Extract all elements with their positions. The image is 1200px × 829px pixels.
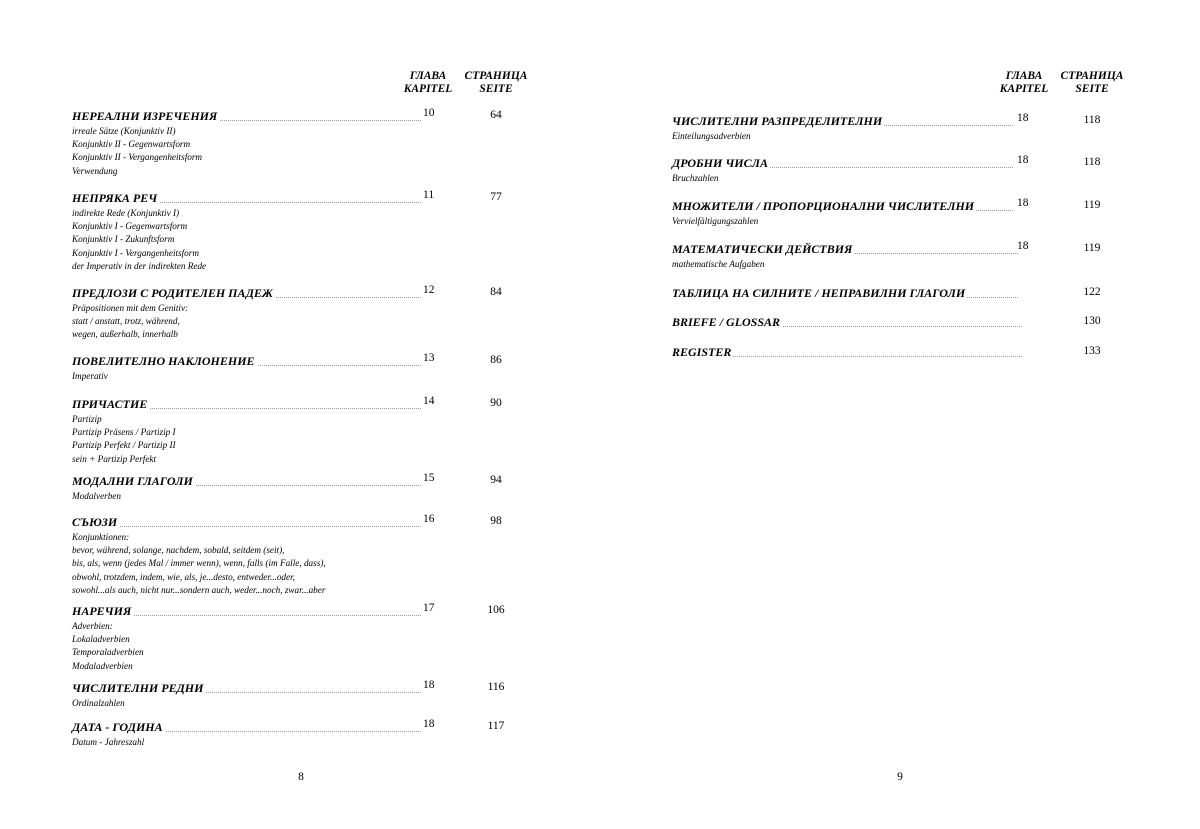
entry-subtopic: Präpositionen mit dem Genitiv: [72,303,189,313]
toc-entry-line [72,109,552,125]
entry-page-number: 133 [1083,345,1101,357]
entry-subtopic: Konjunktiv II - Vergangenheitsform [72,152,203,163]
entry-title: REGISTER [672,345,732,359]
toc-entry-line [72,397,552,413]
entry-subtopic: sein + Partizip Perfekt [72,453,157,464]
toc-entry-line [672,345,1152,361]
entry-chapter-number: 18 [1017,197,1029,209]
toc-entry-line [72,720,552,736]
toc-entry-line [672,242,1152,258]
entry-subtopic: Konjunktionen: [72,532,130,542]
entry-subtopic: bevor, während, solange, nachdem, sobald, seitdem (seit), [72,545,285,556]
toc-entry [672,114,1152,143]
page-column-header [458,70,534,96]
page-column-header [1054,70,1130,96]
entry-chapter-number: 18 [1017,240,1029,252]
entry-subtopic: Konjunktiv II - Gegenwartsform [72,139,191,150]
page-header-de: SEITE [479,83,513,95]
page-header-bg: СТРАНИЦА [1060,70,1124,82]
toc-entry [72,515,552,597]
toc-entry [72,681,552,710]
toc-entry-line [72,604,552,620]
entry-chapter-number: 17 [423,602,435,614]
entry-title: BRIEFE / GLOSSAR [672,315,781,329]
page-number-left: 8 [298,771,304,783]
dot-leader [72,526,421,527]
toc-entry-line [72,681,552,697]
toc-entry [672,315,1152,331]
entry-title: ПРИЧАСТИЕ [72,397,148,411]
chapter-header-de: KAPITEL [403,83,453,95]
entry-subtopic: obwohl, trotzdem, indem, wie, als, je...desto, entweder...oder, [72,571,295,582]
entry-page-number: 119 [1083,242,1101,254]
toc-entry-line [672,156,1152,172]
entry-title: МНОЖИТЕЛИ / ПРОПОРЦИОНАЛНИ ЧИСЛИТЕЛНИ [672,199,975,213]
entry-page-number: 84 [490,286,502,298]
entry-title: ЧИСЛИТЕЛНИ РАЗПРЕДЕЛИТЕЛНИ [672,114,883,128]
toc-entry-line [72,191,552,207]
chapter-header-de: KAPITEL [999,83,1049,95]
entry-subtopic: Vervielfältigungszahlen [672,216,759,226]
entry-page-number: 94 [490,474,502,486]
entry-subtopic: Modalverben [72,491,121,501]
entry-title: СЪЮЗИ [72,515,118,529]
entry-subtopic: irreale Sätze (Konjunktiv II) [72,126,176,136]
entry-subtopic: Einteilungsadverbien [672,131,751,141]
entry-subtopic: indirekte Rede (Konjunktiv I) [72,208,180,218]
entry-page-number: 117 [487,720,505,732]
entry-subtopic: wegen, außerhalb, innerhalb [72,329,178,340]
entry-page-number: 77 [490,191,502,203]
toc-entry-line [672,286,1152,302]
entry-subtopic: Datum - Jahreszahl [72,737,145,747]
entry-page-number: 64 [490,109,502,121]
entry-title: НЕПРЯКА РЕЧ [72,191,158,205]
toc-entry-line [72,286,552,302]
toc-entry [72,109,552,178]
toc-entry [72,191,552,273]
entry-title: МАТЕМАТИЧЕСКИ ДЕЙСТВИЯ [672,242,853,256]
entry-page-number: 119 [1083,199,1101,211]
entry-subtopic: Adverbien: [72,621,113,631]
entry-page-number: 122 [1083,286,1101,298]
entry-subtopic: mathematische Aufgaben [672,259,765,269]
entry-subtopic: Imperativ [72,371,108,381]
entry-page-number: 118 [1083,114,1101,126]
right-page [600,0,1200,829]
entry-chapter-number: 13 [423,352,435,364]
chapter-header-bg: ГЛАВА [409,70,447,82]
entry-chapter-number: 18 [1017,112,1029,124]
entry-title: ДРОБНИ ЧИСЛА [672,156,769,170]
toc-entry-line [72,354,552,370]
entry-chapter-number: 10 [423,107,435,119]
chapter-column-header [986,70,1062,96]
entry-page-number: 118 [1083,156,1101,168]
entry-page-number: 130 [1083,315,1101,327]
toc-entry [672,345,1152,361]
entry-chapter-number: 12 [423,284,435,296]
entry-subtopic: Partizip [72,414,102,424]
entry-title: ПРЕДЛОЗИ С РОДИТЕЛЕН ПАДЕЖ [72,286,273,300]
toc-entry [672,199,1152,228]
chapter-header-bg: ГЛАВА [1005,70,1043,82]
entry-subtopic: Partizip Perfekt / Partizip II [72,440,176,451]
entry-title: ТАБЛИЦА НА СИЛНИТЕ / НЕПРАВИЛНИ ГЛАГОЛИ [672,286,966,300]
entry-title: ЧИСЛИТЕЛНИ РЕДНИ [72,681,204,695]
toc-entry [72,720,552,749]
entry-subtopic: Verwendung [72,165,118,176]
entry-page-number: 90 [490,397,502,409]
entry-subtopic: statt / anstatt, trotz, während, [72,316,180,327]
entry-page-number: 86 [490,354,502,366]
entry-title: НЕРЕАЛНИ ИЗРЕЧЕНИЯ [72,109,218,123]
toc-entry [672,242,1152,271]
entry-chapter-number: 14 [423,395,435,407]
toc-entry [672,156,1152,185]
entry-title: ПОВЕЛИТЕЛНО НАКЛОНЕНИЕ [72,354,255,368]
entry-subtopic: Konjunktiv I - Gegenwartsform [72,221,188,232]
entry-title: МОДАЛНИ ГЛАГОЛИ [72,474,193,488]
toc-entry [672,286,1152,302]
entry-chapter-number: 18 [423,718,435,730]
toc-entry [72,286,552,342]
entry-title: НАРЕЧИЯ [72,604,132,618]
page-header-de: SEITE [1075,83,1109,95]
page-number-right: 9 [897,771,903,783]
entry-subtopic: Partizip Präsens / Partizip I [72,427,176,438]
page-header-bg: СТРАНИЦА [464,70,528,82]
toc-entry-line [672,114,1152,130]
entry-subtopic: sowohl...als auch, nicht nur...sondern auch, weder...noch, zwar...aber [72,584,326,595]
toc-entry-line [672,199,1152,215]
entry-page-number: 106 [487,604,505,616]
entry-page-number: 116 [487,681,505,693]
entry-page-number: 98 [490,515,502,527]
entry-subtopic: bis, als, wenn (jedes Mal / immer wenn), wenn, falls (im Falle, dass), [72,558,326,569]
entry-chapter-number: 15 [423,472,435,484]
entry-subtopic: Konjunktiv I - Vergangenheitsform [72,247,199,258]
entry-subtopic: Modaladverbien [72,660,133,671]
entry-subtopic: Ordinalzahlen [72,698,125,708]
entry-title: ДАТА - ГОДИНА [72,720,163,734]
entry-chapter-number: 18 [423,679,435,691]
toc-entry [72,604,552,673]
entry-subtopic: Konjunktiv I - Zukunftsform [72,234,175,245]
entry-chapter-number: 16 [423,513,435,525]
entry-chapter-number: 18 [1017,154,1029,166]
chapter-column-header [390,70,466,96]
entry-subtopic: Bruchzahlen [672,173,719,183]
entry-subtopic: der Imperativ in der indirekten Rede [72,260,207,271]
toc-entry-line [72,474,552,490]
toc-entry [72,474,552,503]
entry-chapter-number: 11 [423,189,435,201]
entry-subtopic: Lokaladverbien [72,634,130,645]
toc-entry-line [672,315,1152,331]
toc-entry-line [72,515,552,531]
toc-entry [72,397,552,466]
toc-entry [72,354,552,383]
entry-subtopic: Temporaladverbien [72,647,144,658]
